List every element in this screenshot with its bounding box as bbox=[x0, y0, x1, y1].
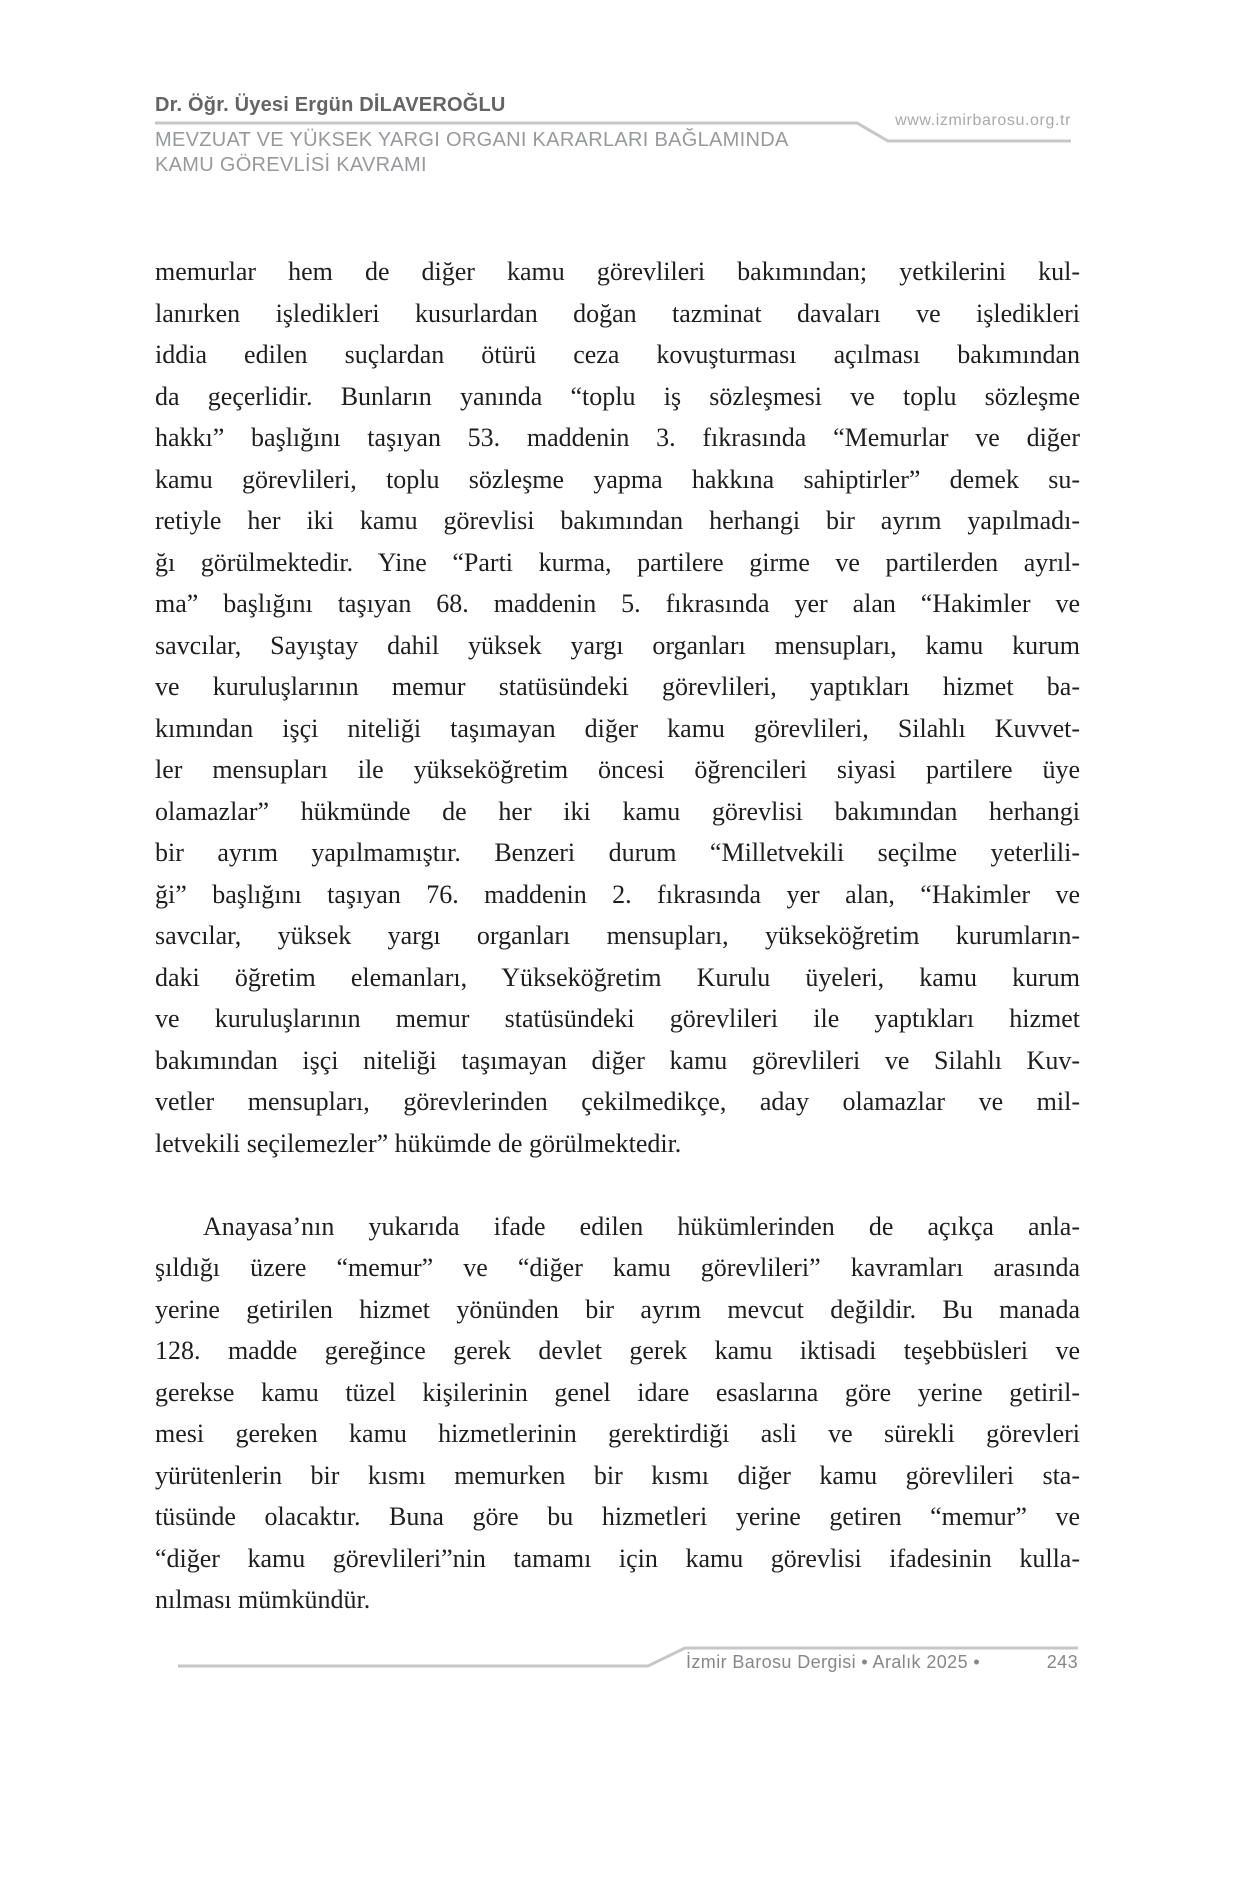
article-title-line1: MEVZUAT VE YÜKSEK YARGI ORGANI KARARLARI BAĞLAMINDA bbox=[155, 129, 789, 151]
footer-text bbox=[686, 1652, 1078, 1673]
body-line: bir ayrım yapılmamıştır. Benzeri durum “Milletvekili seçilme yeterlili- bbox=[155, 838, 1080, 867]
body-line: yerine getirilen hizmet yönünden bir ayrım mevcut değildir. Bu manada bbox=[155, 1294, 1080, 1324]
body-line: tüsünde olacaktır. Buna göre bu hizmetleri yerine getiren “memur” ve bbox=[155, 1502, 1080, 1531]
body-line: daki öğretim elemanları, Yükseköğretim Kurulu üyeleri, kamu kurum bbox=[155, 962, 1080, 992]
body-line: olamazlar” hükmünde de her iki kamu görevlisi bakımından herhangi bbox=[155, 796, 1080, 826]
body-line: iddia edilen suçlardan ötürü ceza kovuşturması açılması bakımından bbox=[155, 340, 1080, 369]
article-body bbox=[155, 251, 1080, 1621]
body-line: savcılar, yüksek yargı organları mensupları, yükseköğretim kurumların- bbox=[155, 921, 1080, 950]
body-line: kamu görevlileri, toplu sözleşme yapma hakkına sahiptirler” demek su- bbox=[155, 464, 1080, 494]
body-line: ler mensupları ile yükseköğretim öncesi öğrencileri siyasi partilere üye bbox=[155, 755, 1080, 784]
body-line: memurlar hem de diğer kamu görevlileri bakımından; yetkilerini kul- bbox=[155, 257, 1080, 286]
body-line: kımından işçi niteliği taşımayan diğer kamu görevlileri, Silahlı Kuvvet- bbox=[155, 713, 1080, 743]
body-line: ğı görülmektedir. Yine “Parti kurma, partilere girme ve partilerden ayrıl- bbox=[155, 547, 1080, 577]
body-line: hakkı” başlığını taşıyan 53. maddenin 3. fıkrasında “Memurlar ve diğer bbox=[155, 423, 1080, 452]
body-line: yürütenlerin bir kısmı memurken bir kısmı diğer kamu görevlileri sta- bbox=[155, 1460, 1080, 1490]
body-line: savcılar, Sayıştay dahil yüksek yargı organları mensupları, kamu kurum bbox=[155, 630, 1080, 660]
body-line: ma” başlığını taşıyan 68. maddenin 5. fıkrasında yer alan “Hakimler ve bbox=[155, 589, 1080, 618]
body-line: mesi gereken kamu hizmetlerinin gerektirdiği asli ve sürekli görevleri bbox=[155, 1419, 1080, 1448]
author-name: Dr. Öğr. Üyesi Ergün DİLAVEROĞLU bbox=[155, 94, 506, 116]
body-line: ve kuruluşlarının memur statüsündeki görevlileri ile yaptıkları hizmet bbox=[155, 1004, 1080, 1033]
body-paragraph bbox=[155, 1206, 1080, 1621]
body-paragraph bbox=[155, 251, 1080, 1164]
body-line: 128. madde gereğince gerek devlet gerek kamu iktisadi teşebbüsleri ve bbox=[155, 1336, 1080, 1365]
website-url: www.izmirbarosu.org.tr bbox=[895, 112, 1071, 129]
body-line: şıldığı üzere “memur” ve “diğer kamu görevlileri” kavramları arasında bbox=[155, 1253, 1080, 1282]
body-line: “diğer kamu görevlileri”nin tamamı için kamu görevlisi ifadesinin kulla- bbox=[155, 1543, 1080, 1573]
body-line: gerekse kamu tüzel kişilerinin genel idare esaslarına göre yerine getiril- bbox=[155, 1377, 1080, 1407]
body-line: bakımından işçi niteliği taşımayan diğer kamu görevlileri ve Silahlı Kuv- bbox=[155, 1045, 1080, 1075]
body-line: vetler mensupları, görevlerinden çekilmedikçe, aday olamazlar ve mil- bbox=[155, 1087, 1080, 1116]
body-line: da geçerlidir. Bunların yanında “toplu iş sözleşmesi ve toplu sözleşme bbox=[155, 381, 1080, 411]
journal-issue-label: İzmir Barosu Dergisi • Aralık 2025 • bbox=[686, 1652, 981, 1672]
body-line: retiyle her iki kamu görevlisi bakımından herhangi bir ayrım yapılmadı- bbox=[155, 506, 1080, 535]
body-line: ve kuruluşlarının memur statüsündeki görevlileri, yaptıkları hizmet ba- bbox=[155, 672, 1080, 701]
article-title bbox=[155, 128, 789, 178]
body-line: Anayasa’nın yukarıda ifade edilen hükümlerinden de açıkça anla- bbox=[203, 1211, 1080, 1241]
article-title-line2: KAMU GÖREVLİSİ KAVRAMI bbox=[155, 154, 427, 176]
body-line: letvekili seçilemezler” hükümde de görülmektedir. bbox=[155, 1128, 682, 1158]
body-line: lanırken işledikleri kusurlardan doğan tazminat davaları ve işledikleri bbox=[155, 298, 1080, 328]
body-line: ği” başlığını taşıyan 76. maddenin 2. fıkrasında yer alan, “Hakimler ve bbox=[155, 879, 1080, 909]
page-number: 243 bbox=[1046, 1652, 1078, 1672]
body-line: nılması mümkündür. bbox=[155, 1585, 371, 1614]
